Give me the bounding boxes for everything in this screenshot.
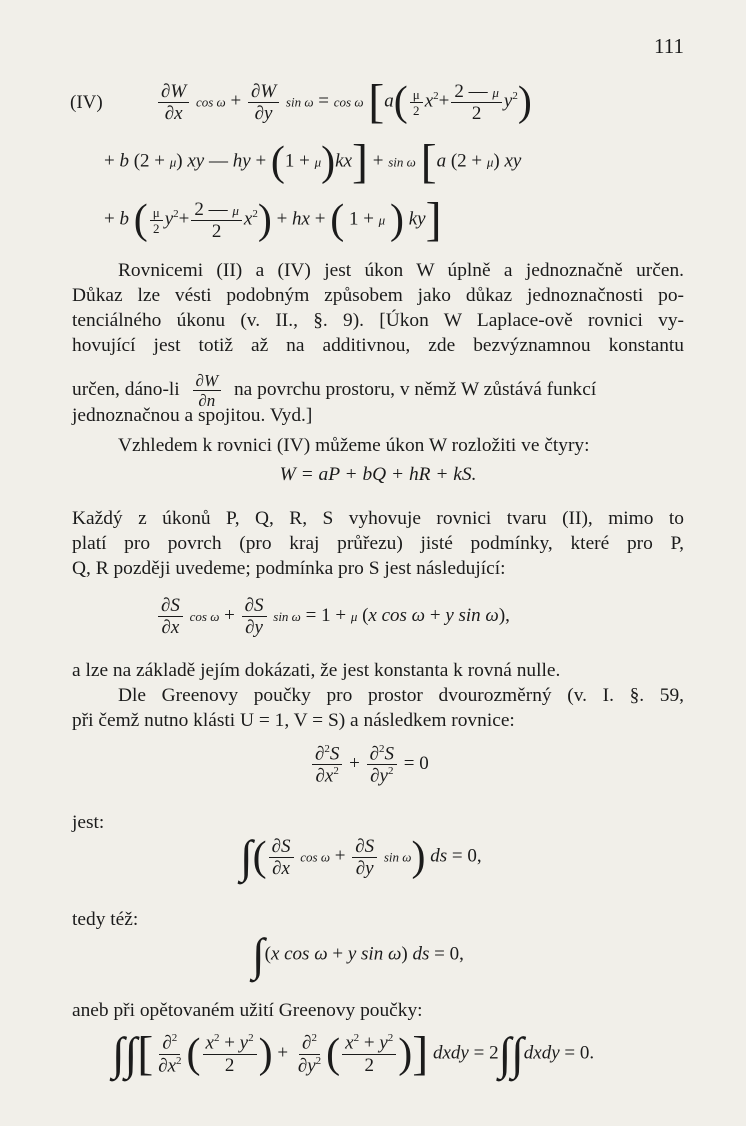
- equation-integral-2: ∫(x cos ω + y sin ω) ds = 0,: [252, 929, 464, 980]
- paragraph-3-line-1: Každý z úkonů P, Q, R, S vyhovuje rovnici tvaru (II), mimo to: [72, 508, 684, 529]
- paragraph-6: aneb při opětovaném užití Greenovy poučky:: [72, 1000, 423, 1021]
- paragraph-1-line-2: Důkaz lze vésti podobným způsobem jako důkaz jednoznačnosti po-: [72, 285, 684, 306]
- paragraph-1-line-1: Rovnicemi (II) a (IV) jest úkon W úplně a jednoznačně určen.: [118, 260, 684, 281]
- paragraph-1-line-6: jednoznačnou a spojitou. Vyd.]: [72, 405, 313, 426]
- dw-dn-fraction: $\frac{\partial W}{\partial n}$: [193, 372, 222, 409]
- book-page: 111 (IV) $\frac{\partial W}{\partial x}$ cos ω + $\frac{\partial W}{\partial y}$ sin ω = cos ω [a( $\frac{\mu}{2}$ $x^2+$ $\frac{2 — \mu}{2}$ $y^2$) + b (2 + μ) xy — hy + (1 + μ)kx] + sin ω [a (2 + μ) xy + b ( $\frac{\mu}{2}$ $y^2+$ $\frac{2 — \mu}{2}$ $x^2$) + hx + ( 1 + μ ) ky] Rovnicemi (II) a (IV) jest úkon W úplně a jednoznačně určen. Důkaz lze vésti podobným způsobem jako důkaz jednoznačnosti po- tenciálného úkonu (v. II., §. 9). [Úkon W Laplace-ově rovnici vy- hovující jest totiž až na additivnou, zde bezvýznamnou konstantu určen, dáno-li $\frac{\partial W}{\partial n}$ na povrchu prostoru, v němž W zůstává funkcí jednoznačnou a spojitou. Vyd.] Vzhledem k rovnici (IV) můžeme úkon W rozložiti ve čtyry: W = aP + bQ + hR + kS. Každý z úkonů P, Q, R, S vyhovuje rovnici tvaru (II), mimo to platí pro povrch (pro kraj průřezu) jisté podmínky, které pro P, Q, R později uvedeme; podmínka pro S jest následující: $\frac{\partial S}{\partial x}$ cos ω + $\frac{\partial S}{\partial y}$ sin ω = 1 + μ (x cos ω + y sin ω), a lze na základě jejím dokázati, že jest konstanta k rovná nulle. Dle Greenovy poučky pro prostor dvourozměrný (v. I. §. 59, při čemž nutno klásti U = 1, V = S) a následkem rovnice: $\frac{\partial^2S}{\partial x^2}$ + $\frac{\partial^2S}{\partial y^2}$ = 0 jest: ∫( $\frac{\partial S}{\partial x}$ cos ω + $\frac{\partial S}{\partial y}$ sin ω) ds = 0, tedy též: ∫(x cos ω + y sin ω) ds = 0, aneb při opětovaném užití Greenovy poučky: ∫∫[ $\frac{\partial^2}{\partial x^2}$ ( $\frac{x^2 + y^2}{2}$ ) + $\frac{\partial^2}{\partial y^2}$ ( $\frac{x^2 + y^2}{2}$ )] dxdy = 2∫∫dxdy = 0.: [70, 34, 684, 1080]
- paragraph-1-line-4: hovující jest totiž až na additivnou, zde bezvýznamnou konstantu: [72, 335, 684, 356]
- equation-iv-label: (IV): [70, 92, 103, 113]
- paragraph-1-line-5-end: na povrchu prostoru, v němž W zůstává funkcí: [233, 378, 597, 400]
- equation-integral-1: ∫( $\frac{\partial S}{\partial x}$ cos ω + $\frac{\partial S}{\partial y}$ sin ω) ds = 0,: [240, 831, 482, 882]
- paragraph-3-line-3: Q, R později uvedeme; podmínka pro S jest následující:: [72, 558, 506, 579]
- word-tedy-tez: tedy též:: [72, 909, 139, 930]
- equation-iv-line-3: + b ( $\frac{\mu}{2}$ $y^2+$ $\frac{2 — \mu}{2}$ $x^2$) + hx + ( 1 + μ ) ky]: [104, 193, 442, 246]
- paragraph-1-line-3: tenciálného úkonu (v. II., §. 9). [Úkon W Laplace-ově rovnici vy-: [72, 310, 684, 331]
- word-jest: jest:: [72, 812, 105, 833]
- equation-double-integral: ∫∫[ $\frac{\partial^2}{\partial x^2}$ ( $\frac{x^2 + y^2}{2}$ ) + $\frac{\partial^2}{\partial y^2}$ ( $\frac{x^2 + y^2}{2}$ )] dxdy = 2∫∫dxdy = 0.: [112, 1027, 595, 1080]
- paragraph-4: a lze na základě jejím dokázati, že jest konstanta k rovná nulle.: [72, 660, 561, 681]
- equation-iv-line-2: + b (2 + μ) xy — hy + (1 + μ)kx] + sin ω [a (2 + μ) xy: [104, 135, 522, 188]
- paragraph-3-line-2: platí pro povrch (pro kraj průřezu) jisté podmínky, které pro P,: [72, 533, 684, 554]
- page-number: 111: [654, 34, 684, 58]
- paragraph-5-line-1: Dle Greenovy poučky pro prostor dvourozměrný (v. I. §. 59,: [118, 685, 684, 706]
- equation-s-condition: $\frac{\partial S}{\partial x}$ cos ω + $\frac{\partial S}{\partial y}$ sin ω = 1 + μ (x cos ω + y sin ω),: [156, 596, 510, 637]
- equation-decomposition: W = aP + bQ + hR + kS.: [279, 464, 477, 485]
- equation-laplace: $\frac{\partial^2S}{\partial x^2}$ + $\frac{\partial^2S}{\partial y^2}$ = 0: [310, 744, 429, 786]
- paragraph-5-line-2: při čemž nutno klásti U = 1, V = S) a následkem rovnice:: [72, 710, 515, 731]
- paragraph-2: Vzhledem k rovnici (IV) můžeme úkon W rozložiti ve čtyry:: [118, 435, 590, 456]
- paragraph-1-line-5-start: určen, dáno-li: [72, 378, 180, 400]
